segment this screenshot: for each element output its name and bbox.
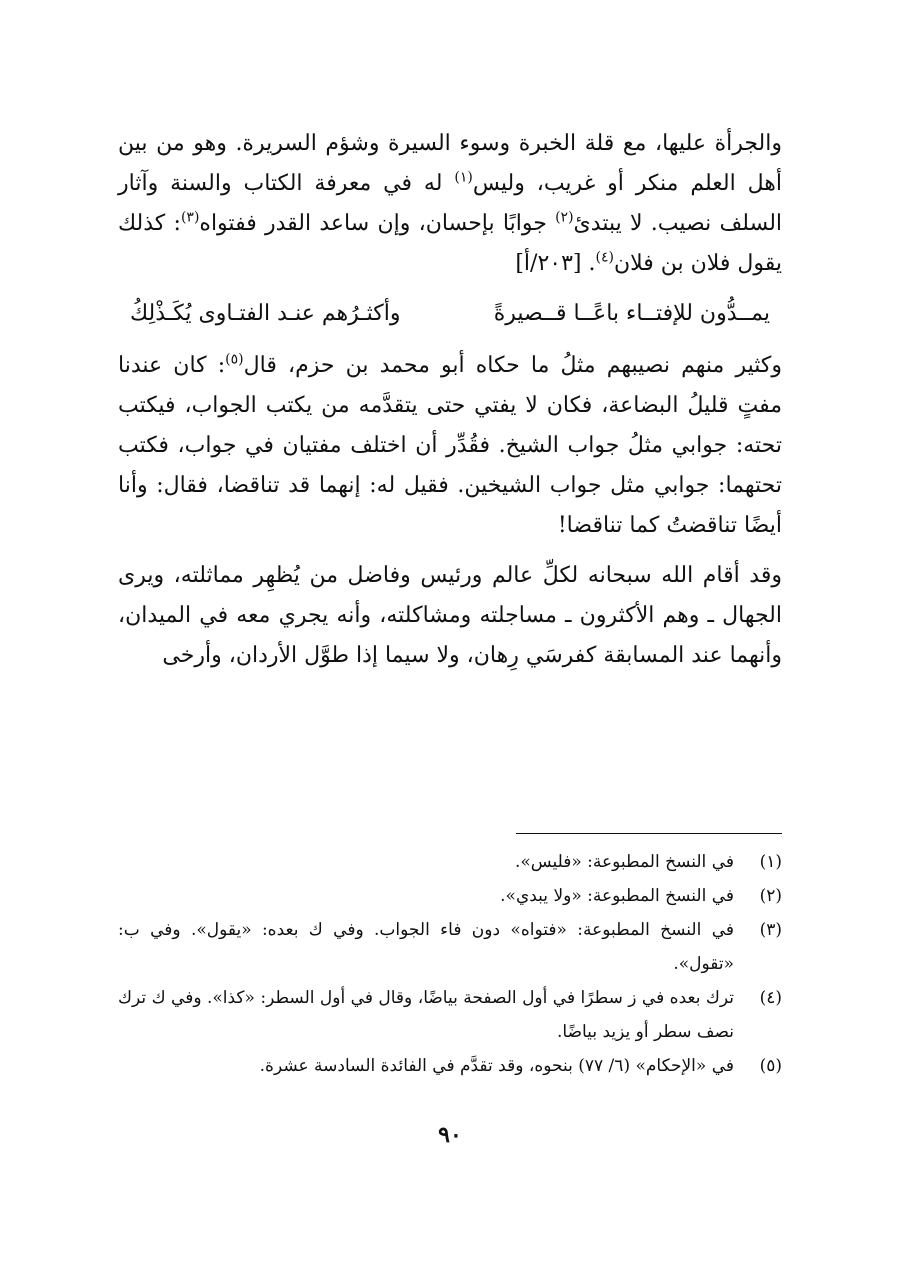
text-run: والجرأة عليها، مع قلة الخبرة وسوء السيرة وشؤم السريرة. وهو من بين أهل العلم منكر أو غريب، وليس <box>118 131 782 196</box>
footnote-ref-2[interactable]: (٢) <box>555 209 574 226</box>
footnote-ref-4[interactable]: (٤) <box>595 249 614 266</box>
text-run: . [٢٠٣/أ] <box>515 251 596 276</box>
verse-first-hemistich: يمــدُّون للإفتــاء باعًــا قــصيرةً <box>493 301 770 326</box>
footnote-number: (٤) <box>759 988 782 1008</box>
verse-second-hemistich: وأكثـرُهم عنـد الفتـاوى يُكَـذْلِكُ <box>130 301 401 326</box>
footnote-ref-1[interactable]: (١) <box>454 169 473 186</box>
paragraph-1 <box>118 124 782 284</box>
spacer <box>118 334 782 346</box>
footnote-ref-3[interactable]: (٣) <box>180 209 200 226</box>
text-run: : كذلك يقول فلان بن فلان <box>118 211 782 276</box>
text-run: وقد أقام الله سبحانه لكلِّ عالم ورئيس وفاضل من يُظهِر مماثلته، ويرى الجهال ـ وهم الأكثرون ـ مساجلته ومشاكلته، وأنه يجري معه في الميدان، وأنهما عند المسابقة كفرسَي رِهان، ولا سيما إذا طوَّل الأردان، وأرخى <box>118 563 782 668</box>
paragraph-2 <box>118 346 782 546</box>
footnote-separator <box>516 833 782 834</box>
footnote-5 <box>118 1049 782 1083</box>
paragraph-3 <box>118 556 782 676</box>
footnote-text: في النسخ المطبوعة: «فليس». <box>514 852 734 872</box>
text-run: له في معرفة الكتاب والسنة وآثار السلف نصيب. لا يبتدئ <box>118 171 783 236</box>
footnote-number: (١) <box>759 852 782 872</box>
footnote-text: في «الإحكام» (٦/ ٧٧) بنحوه، وقد تقدَّم في الفائدة السادسة عشرة. <box>259 1056 734 1076</box>
text-run: جوابًا بإحسان، وإن ساعد القدر ففتواه <box>199 211 556 236</box>
spacer <box>118 546 782 556</box>
text-run: : كان عندنا مفتٍ قليلُ البضاعة، فكان لا يفتي حتى يتقدَّمه من يكتب الجواب، فيكتب تحته: جوابي مثلُ جواب الشيخ. فقُدِّر أن اختلف مفتيان في جواب، فكتب تحتهما: جوابي مثل جواب الشيخين. فقيل له: إنهما قد تناقضا، فقال: وأنا أيضًا تناقضتُ كما تناقضا! <box>118 353 782 538</box>
spacer <box>118 284 782 294</box>
footnote-number: (٣) <box>759 920 782 940</box>
footnote-text: ترك بعده في ز سطرًا في أول الصفحة بياضًا، وقال في أول السطر: «كذا». وفي ك ترك نصف سطر أو يزيد بياضًا. <box>118 988 734 1042</box>
footnote-2 <box>118 879 782 913</box>
footnote-text: في النسخ المطبوعة: «ولا يبدي». <box>500 886 734 906</box>
footnote-number: (٥) <box>759 1056 782 1076</box>
text-run: وكثير منهم نصيبهم مثلُ ما حكاه أبو محمد بن حزم، قال <box>243 353 782 378</box>
footnote-4 <box>118 981 782 1049</box>
page-number: ٩٠ <box>438 1122 462 1148</box>
footnotes <box>118 845 782 1083</box>
main-text <box>118 124 782 676</box>
footnote-ref-5[interactable]: (٥) <box>225 351 244 368</box>
poetry-verse <box>118 294 782 334</box>
footnote-text: في النسخ المطبوعة: «فتواه» دون فاء الجواب. وفي ك بعده: «يقول». وفي ب: «تقول». <box>118 920 734 974</box>
footnote-3 <box>118 913 782 981</box>
footnote-1 <box>118 845 782 879</box>
footnote-number: (٢) <box>759 886 782 906</box>
